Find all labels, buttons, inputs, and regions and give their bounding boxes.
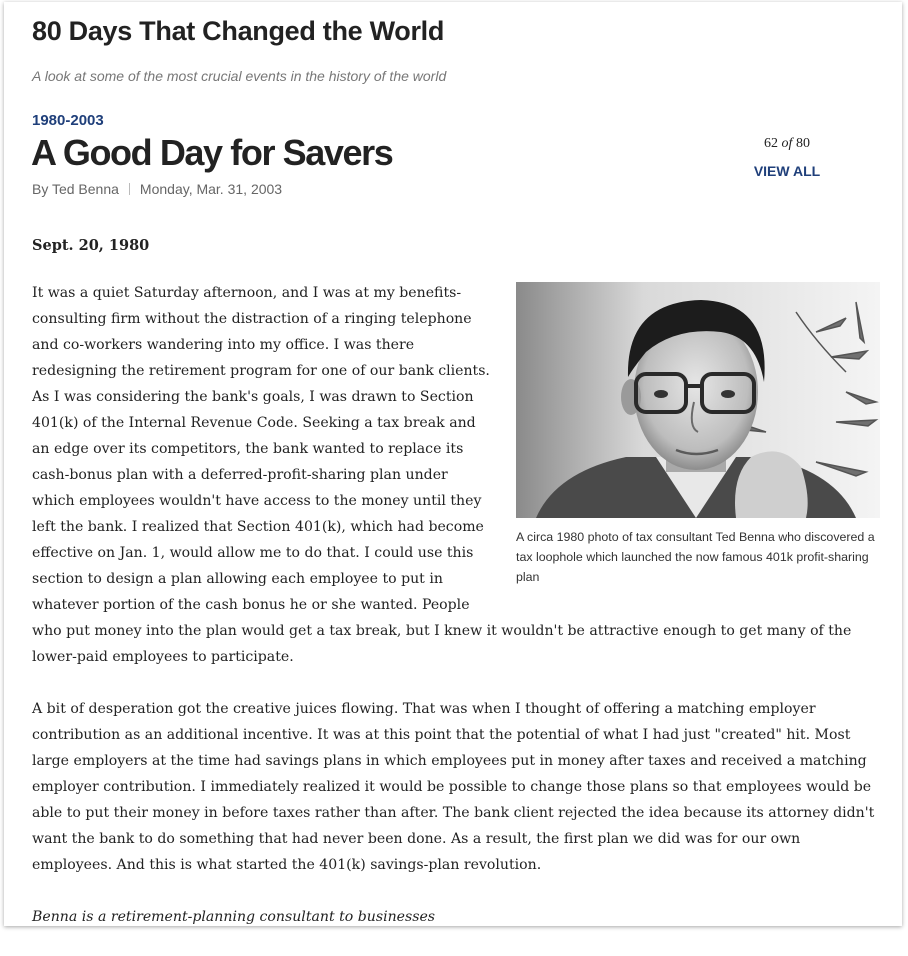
portrait-photo	[516, 282, 880, 518]
slide-counter	[744, 136, 830, 152]
author: By Ted Benna	[32, 181, 119, 197]
dateline: Sept. 20, 1980	[32, 237, 150, 254]
photo-caption: A circa 1980 photo of tax consultant Ted Benna who discovered a tax loophole which launched the now famous 401k profit-sharing plan	[516, 530, 875, 584]
counter-of: of	[781, 136, 793, 151]
headline: A Good Day for Savers	[31, 132, 393, 173]
publish-date: Monday, Mar. 31, 2003	[139, 181, 283, 197]
date-range: 1980-2003	[32, 112, 104, 129]
series-subtitle: A look at some of the most crucial events in the history of the world	[32, 68, 447, 84]
article-body	[32, 232, 880, 956]
byline	[32, 181, 282, 197]
counter-current: 62	[764, 136, 779, 151]
page-frame	[4, 2, 902, 926]
author-signoff: Benna is a retirement-planning consultant to businesses	[32, 909, 436, 925]
counter-total: 80	[795, 136, 810, 151]
view-all-link[interactable]: VIEW ALL	[753, 163, 821, 179]
body-paragraph-2: A bit of desperation got the creative juices flowing. That was when I thought of offering a matching employer contribution as an additional incentive. It was at this point that the potential of what I had just "created" hit. Most large employers at the time had savings plans in which employees put in money after taxes and received a matching employer contribution. I immediately realized it would be possible to change those plans so that employees would be able to put their money in before taxes rather than after. The bank client rejected the idea because its attorney didn't want the bank to do something that had never been done. As a result, the first plan we did was for our own employees. And this is what started the 401(k) savings-plan revolution.	[32, 701, 875, 873]
byline-divider	[129, 183, 130, 195]
photo-figure	[516, 282, 880, 587]
body-paragraph-1: It was a quiet Saturday afternoon, and I was at my benefits-consulting firm without the distraction of a ringing telephone and co-workers wandering into my office. I was there redesigning the retirement program for one of our bank clients. As I was considering the bank's goals, I was drawn to Section 401(k) of the Internal Revenue Code. Seeking a tax break and an edge over its competitors, the bank wanted to replace its cash-bonus plan with a deferred-profit-sharing plan under which employees wouldn't have access to the money until they left the bank. I realized that Section 401(k), which had become effective on Jan. 1, would allow me to do that. I could use this section to design a plan allowing each employee to put in whatever portion of the cash bonus he or she wanted. People who put money into the plan would get a tax break, but I knew it wouldn't be attractive enough to get many of the lower-paid employees to participate.	[32, 285, 852, 665]
series-title: 80 Days That Changed the World	[32, 16, 445, 46]
